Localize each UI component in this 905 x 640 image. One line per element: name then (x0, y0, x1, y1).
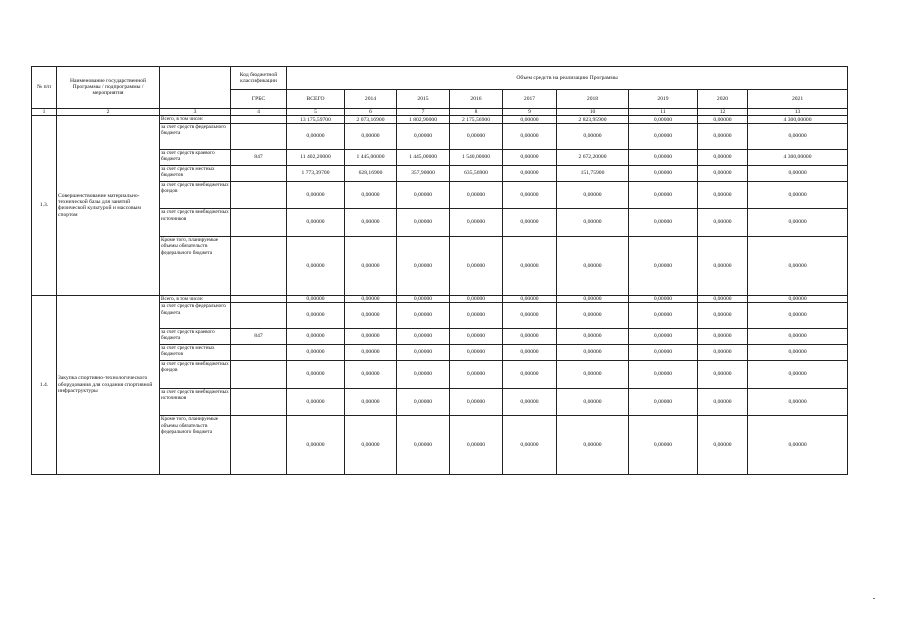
amount-cell: 0,00000 (345, 209, 397, 237)
grbs-cell (231, 209, 287, 237)
amount-cell: 0,00000 (450, 295, 503, 303)
amount-cell: 0,00000 (629, 236, 698, 295)
amount-cell: 0,00000 (557, 303, 629, 329)
measure-name: Закупка спортивно-технологического оборудования для создания спортивной инфраструктуры (57, 295, 160, 474)
amount-cell: 0,00000 (748, 295, 848, 303)
amount-cell: 0,00000 (397, 236, 450, 295)
amount-cell: 0,00000 (450, 388, 503, 416)
grbs-cell (231, 303, 287, 329)
amount-cell: 0,00000 (345, 360, 397, 388)
header-blank (160, 67, 231, 109)
amount-cell: 0,00000 (503, 124, 557, 150)
funding-source-label: за счет средств внебюджетных фондов (160, 360, 231, 388)
column-number: 9 (503, 108, 557, 116)
amount-cell: 0,00000 (698, 295, 748, 303)
amount-cell: 0,00000 (287, 388, 345, 416)
amount-cell: 0,00000 (450, 181, 503, 209)
amount-cell: 0,00000 (397, 181, 450, 209)
amount-cell: 0,00000 (629, 209, 698, 237)
amount-cell: 2 672,20000 (557, 149, 629, 165)
measure-number: 1.4. (32, 295, 57, 474)
amount-cell: 0,00000 (397, 388, 450, 416)
funding-source-label: за счет средств местных бюджетов (160, 165, 231, 181)
table-body (32, 67, 848, 475)
amount-cell: 0,00000 (748, 388, 848, 416)
amount-cell: 0,00000 (557, 416, 629, 475)
grbs-cell (231, 181, 287, 209)
amount-cell: 0,00000 (287, 303, 345, 329)
amount-cell: 0,00000 (287, 328, 345, 344)
amount-cell: 0,00000 (287, 344, 345, 360)
amount-cell: 2 175,56900 (450, 116, 503, 124)
amount-cell: 1 773,39700 (287, 165, 345, 181)
amount-cell: 0,00000 (557, 181, 629, 209)
column-number: 11 (629, 108, 698, 116)
measure-name: Совершенствование материально-технической базы для занятий физической культурой и массовым спортом (57, 116, 160, 295)
amount-cell: 0,00000 (698, 116, 748, 124)
grbs-cell: 847 (231, 328, 287, 344)
funding-source-label: за счет средств внебюджетных источников (160, 388, 231, 416)
amount-cell: 0,00000 (503, 149, 557, 165)
table-row (32, 116, 848, 124)
header-year: 2018 (557, 90, 629, 108)
amount-cell: 0,00000 (629, 165, 698, 181)
amount-cell: 0,00000 (557, 344, 629, 360)
amount-cell: 0,00000 (698, 181, 748, 209)
amount-cell: 0,00000 (345, 303, 397, 329)
amount-cell: 0,00000 (748, 236, 848, 295)
amount-cell: 0,00000 (698, 416, 748, 475)
amount-cell: 0,00000 (748, 181, 848, 209)
budget-table (31, 66, 848, 475)
amount-cell: 0,00000 (748, 165, 848, 181)
grbs-cell (231, 416, 287, 475)
grbs-cell: 847 (231, 149, 287, 165)
amount-cell: 13 175,59700 (287, 116, 345, 124)
grbs-cell (231, 360, 287, 388)
funding-source-label: за счет средств местных бюджетов (160, 344, 231, 360)
measure-number: 1.3. (32, 116, 57, 295)
header-volume: Объем средств на реализацию Программы (287, 67, 848, 90)
amount-cell: 0,00000 (748, 328, 848, 344)
column-number: 8 (450, 108, 503, 116)
header-grbs: ГРБС (231, 90, 287, 108)
amount-cell: 0,00000 (503, 303, 557, 329)
amount-cell: 0,00000 (698, 360, 748, 388)
amount-cell: 0,00000 (397, 360, 450, 388)
amount-cell: 0,00000 (503, 360, 557, 388)
amount-cell: 0,00000 (450, 416, 503, 475)
header-code: Код бюджетной классификации (231, 67, 287, 90)
grbs-cell (231, 236, 287, 295)
amount-cell: 0,00000 (629, 388, 698, 416)
amount-cell: 0,00000 (629, 360, 698, 388)
funding-source-label: за счет средств краевого бюджета (160, 149, 231, 165)
grbs-cell (231, 124, 287, 150)
amount-cell: 0,00000 (698, 388, 748, 416)
amount-cell: 0,00000 (698, 124, 748, 150)
scan-speck (873, 598, 875, 599)
amount-cell: 0,00000 (450, 344, 503, 360)
amount-cell: 0,00000 (287, 181, 345, 209)
amount-cell: 0,00000 (557, 209, 629, 237)
amount-cell: 0,00000 (748, 360, 848, 388)
amount-cell: 0,00000 (698, 149, 748, 165)
amount-cell: 1 445,00000 (345, 149, 397, 165)
column-number: 2 (57, 108, 160, 116)
amount-cell: 0,00000 (629, 124, 698, 150)
amount-cell: 0,00000 (397, 124, 450, 150)
amount-cell: 0,00000 (503, 295, 557, 303)
amount-cell: 0,00000 (503, 328, 557, 344)
funding-source-label: за счет средств краевого бюджета (160, 328, 231, 344)
grbs-cell (231, 344, 287, 360)
amount-cell: 357,90000 (397, 165, 450, 181)
amount-cell: 0,00000 (629, 416, 698, 475)
header-year: 2017 (503, 90, 557, 108)
amount-cell: 0,00000 (287, 209, 345, 237)
amount-cell: 0,00000 (629, 149, 698, 165)
column-number: 5 (287, 108, 345, 116)
funding-source-label: Всего, в том числе: (160, 116, 231, 124)
amount-cell: 0,00000 (287, 360, 345, 388)
amount-cell: 0,00000 (287, 124, 345, 150)
amount-cell: 0,00000 (698, 303, 748, 329)
amount-cell: 0,00000 (345, 328, 397, 344)
amount-cell: 0,00000 (397, 416, 450, 475)
amount-cell: 0,00000 (698, 328, 748, 344)
amount-cell: 0,00000 (345, 416, 397, 475)
amount-cell: 1 540,00000 (450, 149, 503, 165)
header-year: 2020 (698, 90, 748, 108)
amount-cell: 0,00000 (557, 295, 629, 303)
funding-source-label: за счет средств внебюджетных фондов (160, 181, 231, 209)
amount-cell: 0,00000 (345, 295, 397, 303)
amount-cell: 0,00000 (503, 165, 557, 181)
header-year: 2016 (450, 90, 503, 108)
amount-cell: 0,00000 (503, 236, 557, 295)
amount-cell: 0,00000 (345, 388, 397, 416)
funding-source-label: за счет средств внебюджетных источников (160, 209, 231, 237)
amount-cell: 0,00000 (629, 344, 698, 360)
amount-cell: 0,00000 (287, 295, 345, 303)
amount-cell: 0,00000 (698, 344, 748, 360)
amount-cell: 0,00000 (629, 116, 698, 124)
header-year: 2014 (345, 90, 397, 108)
amount-cell: 0,00000 (748, 124, 848, 150)
column-number: 1 (32, 108, 57, 116)
amount-cell: 11 402,20000 (287, 149, 345, 165)
amount-cell: 0,00000 (397, 344, 450, 360)
amount-cell: 0,00000 (397, 303, 450, 329)
amount-cell: 0,00000 (698, 165, 748, 181)
amount-cell: 0,00000 (748, 303, 848, 329)
amount-cell: 1 802,90000 (397, 116, 450, 124)
header-year: ВСЕГО (287, 90, 345, 108)
amount-cell: 2 823,95900 (557, 116, 629, 124)
amount-cell: 0,00000 (345, 236, 397, 295)
amount-cell: 0,00000 (397, 295, 450, 303)
amount-cell: 0,00000 (397, 328, 450, 344)
grbs-cell (231, 388, 287, 416)
amount-cell: 0,00000 (698, 236, 748, 295)
amount-cell: 2 073,16900 (345, 116, 397, 124)
amount-cell: 0,00000 (557, 236, 629, 295)
amount-cell: 0,00000 (345, 124, 397, 150)
amount-cell: 0,00000 (450, 236, 503, 295)
header-row-1 (32, 67, 848, 90)
funding-source-label: Всего, в том числе: (160, 295, 231, 303)
amount-cell: 0,00000 (397, 209, 450, 237)
column-number: 4 (231, 108, 287, 116)
amount-cell: 0,00000 (345, 344, 397, 360)
amount-cell: 151,75900 (557, 165, 629, 181)
amount-cell: 0,00000 (503, 209, 557, 237)
column-number: 13 (748, 108, 848, 116)
amount-cell: 0,00000 (345, 181, 397, 209)
column-number: 6 (345, 108, 397, 116)
amount-cell: 0,00000 (629, 295, 698, 303)
grbs-cell (231, 295, 287, 303)
amount-cell: 4 300,00000 (748, 116, 848, 124)
header-year: 2015 (397, 90, 450, 108)
column-number: 3 (160, 108, 231, 116)
amount-cell: 0,00000 (557, 328, 629, 344)
amount-cell: 635,56900 (450, 165, 503, 181)
amount-cell: 0,00000 (450, 209, 503, 237)
column-number-row (32, 108, 848, 116)
grbs-cell (231, 165, 287, 181)
column-number: 7 (397, 108, 450, 116)
amount-cell: 0,00000 (698, 209, 748, 237)
funding-source-label: за счет средств федерального бюджета (160, 303, 231, 329)
amount-cell: 0,00000 (557, 124, 629, 150)
amount-cell: 0,00000 (748, 209, 848, 237)
header-year: 2021 (748, 90, 848, 108)
amount-cell: 0,00000 (503, 388, 557, 416)
grbs-cell (231, 116, 287, 124)
amount-cell: 0,00000 (503, 181, 557, 209)
column-number: 10 (557, 108, 629, 116)
amount-cell: 0,00000 (629, 328, 698, 344)
amount-cell: 0,00000 (450, 328, 503, 344)
header-name: Наименование государственной Программы / подпрограммы / мероприятия (57, 67, 160, 109)
amount-cell: 0,00000 (557, 360, 629, 388)
amount-cell: 0,00000 (503, 416, 557, 475)
amount-cell: 0,00000 (748, 344, 848, 360)
amount-cell: 1 445,00000 (397, 149, 450, 165)
amount-cell: 0,00000 (503, 116, 557, 124)
amount-cell: 0,00000 (450, 360, 503, 388)
amount-cell: 0,00000 (450, 124, 503, 150)
funding-source-label: Кроме того, планируемые объемы обязательств федерального бюджета (160, 236, 231, 295)
header-num: № п/п (32, 67, 57, 109)
column-number: 12 (698, 108, 748, 116)
amount-cell: 0,00000 (748, 416, 848, 475)
header-year: 2019 (629, 90, 698, 108)
amount-cell: 4 300,00000 (748, 149, 848, 165)
amount-cell: 628,16900 (345, 165, 397, 181)
funding-source-label: Кроме того, планируемые объемы обязательств федерального бюджета (160, 416, 231, 475)
amount-cell: 0,00000 (287, 416, 345, 475)
amount-cell: 0,00000 (629, 303, 698, 329)
table-row (32, 295, 848, 303)
amount-cell: 0,00000 (557, 388, 629, 416)
amount-cell: 0,00000 (629, 181, 698, 209)
funding-source-label: за счет средств федерального бюджета (160, 124, 231, 150)
amount-cell: 0,00000 (287, 236, 345, 295)
amount-cell: 0,00000 (450, 303, 503, 329)
amount-cell: 0,00000 (503, 344, 557, 360)
